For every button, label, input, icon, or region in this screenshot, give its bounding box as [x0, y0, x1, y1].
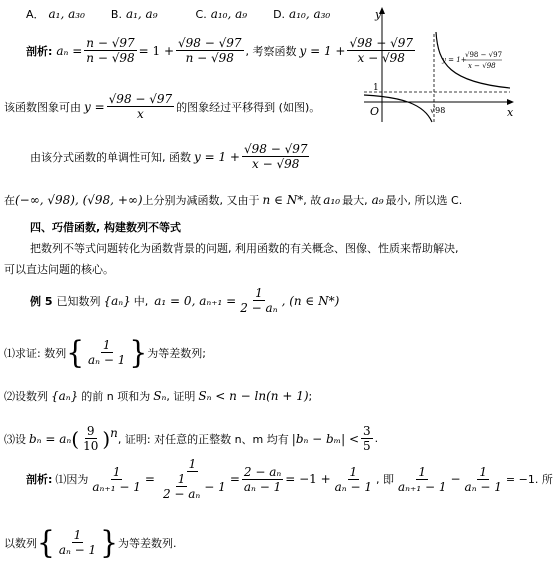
translation-line — [4, 92, 320, 121]
equals-minus-one-plus: = −1 + — [285, 472, 331, 486]
fraction-denominator: 5 — [363, 439, 371, 453]
fraction-numerator: 3 — [363, 424, 371, 438]
fraction-numerator: 9 — [86, 424, 95, 438]
example-mid-text: 中, — [133, 294, 149, 308]
fraction-numerator: 1 — [255, 286, 263, 300]
question-2-label: ⑵设数列 — [4, 390, 48, 403]
option-b-value: a₁, a₉ — [125, 7, 158, 21]
right-brace: } — [129, 333, 148, 371]
fraction — [81, 424, 100, 453]
question-2-mid-text-2: , 证明 — [166, 390, 196, 403]
n-in-naturals: n ∈ N* — [262, 193, 304, 207]
absolute-difference: |bₙ − bₘ| < — [291, 431, 360, 446]
consider-text: , 考察函数 — [245, 44, 297, 58]
partial-sum-symbol: Sₙ — [153, 389, 167, 403]
analysis-label: 剖析: — [26, 44, 53, 58]
fraction — [396, 465, 448, 494]
x-axis-label: x — [507, 106, 514, 119]
fraction-denominator: aₙ₊₁ − 1 — [92, 479, 141, 494]
options-row — [26, 6, 330, 22]
question-3-tail: . — [374, 432, 379, 445]
minus-sign: − — [450, 472, 461, 486]
complex-fraction — [157, 457, 228, 501]
section-heading: 四、巧借函数, 构建数列不等式 — [30, 221, 182, 234]
fraction-denominator: 2 − aₙ — [162, 487, 201, 501]
translation-pre-text: 该函数图象可由 — [4, 100, 81, 114]
fraction-denominator: 2 − aₙ — [240, 301, 278, 315]
equals-one-plus: = 1 + — [138, 43, 174, 58]
conclusion-line — [4, 523, 177, 561]
question-3-line — [4, 424, 378, 453]
fraction-denominator: n − √98 — [86, 51, 135, 65]
question-1-line — [4, 333, 206, 371]
sequence-symbol: {aₙ} — [103, 293, 131, 308]
fraction-numerator: 1 — [177, 472, 186, 486]
section-paragraph-line-2: 可以直达问题的核心。 — [4, 263, 114, 276]
option-c-value: a₁₀, a₉ — [210, 7, 248, 21]
fraction — [361, 424, 373, 453]
option-d-value: a₁₀, a₃₀ — [289, 7, 331, 21]
question-3-label: ⑶设 — [4, 432, 26, 446]
example-text: 已知数列 — [56, 294, 101, 308]
x-axis-arrow — [507, 99, 514, 105]
fraction — [242, 142, 310, 171]
analysis-2-pre-text: ⑴因为 — [55, 473, 89, 486]
fraction-numerator: 2 − aₙ — [243, 464, 282, 479]
fraction-numerator: √98 − √97 — [178, 36, 242, 50]
fraction-denominator: 10 — [83, 439, 99, 453]
fraction-denominator: aₙ₊₁ − 1 — [398, 479, 447, 494]
question-3-mid-text: , 证明: 对任意的正整数 n、m 均有 — [117, 432, 289, 446]
inner-fraction — [161, 472, 202, 501]
y-equals: y = 1 + — [194, 149, 240, 164]
fraction-denominator: aₙ − 1 — [88, 353, 126, 367]
interval-expression: (−∞, √98), (√98, +∞) — [15, 193, 143, 207]
fraction-numerator: 1 — [188, 457, 197, 471]
right-brace: } — [100, 523, 118, 561]
equals-sign: = — [229, 472, 240, 486]
option-d-label: D. — [273, 7, 286, 21]
a9-term: a₉ — [371, 193, 384, 207]
fraction-numerator: 1 — [112, 464, 121, 479]
question-1-tail: 为等差数列; — [147, 346, 206, 360]
fraction-denominator: aₙ − 1 — [243, 479, 282, 494]
translation-post-text: 的图象经过平移得到 (如图)。 — [176, 100, 321, 114]
origin-label: O — [370, 105, 380, 118]
right-paren: ) — [102, 426, 111, 451]
fraction-denominator — [157, 472, 228, 501]
sequence-symbol: {aₙ} — [51, 389, 79, 403]
option-b-label: B. — [110, 7, 122, 21]
analysis-2-mid-text: , 即 — [376, 473, 394, 486]
function-label-prefix: y = 1+ — [442, 56, 467, 64]
sqrt98-label: √98 — [430, 106, 446, 115]
left-brace: { — [37, 523, 55, 561]
fraction-numerator: 1 — [479, 464, 488, 479]
fraction — [90, 465, 142, 494]
fraction-numerator: √98 − √97 — [108, 92, 173, 106]
monotonic-pre-text: 由该分式函数的单调性可知, 函数 — [30, 150, 191, 164]
fraction-denominator: aₙ − 1 — [58, 543, 97, 557]
graph-svg — [362, 4, 522, 124]
fraction-denominator: x — [137, 107, 144, 121]
fraction-numerator: 1 — [418, 464, 427, 479]
fraction-numerator: 1 — [349, 464, 358, 479]
example-tail: , (n ∈ N*) — [281, 293, 340, 308]
analysis-2-line — [26, 457, 553, 501]
fraction-denominator: x − √98 — [357, 51, 405, 65]
fraction-numerator: n − √97 — [86, 36, 135, 50]
function-label-denominator: x − √98 — [468, 62, 496, 70]
a-n-lhs: aₙ = — [56, 43, 83, 58]
left-paren: ( — [71, 426, 80, 451]
analysis-label: 剖析: — [26, 473, 53, 486]
conclusion-pre-text: 以数列 — [4, 536, 37, 550]
monotonic-line — [30, 142, 311, 171]
interval-prefix: 在 — [4, 194, 15, 207]
example-label: 例 5 — [30, 294, 53, 308]
analysis-line-1 — [26, 36, 417, 65]
section-paragraph-line-1: 把数列不等式问题转化为函数背景的问题, 利用函数的有关概念、图像、性质来帮助解决, — [30, 242, 459, 255]
interval-line — [4, 192, 462, 208]
fraction-denominator: n − √98 — [185, 51, 234, 65]
conclusion-tail: 为等差数列. — [118, 536, 177, 550]
fraction — [84, 36, 136, 65]
interval-post-text-3: 最小, 所以选 C. — [385, 194, 463, 207]
inequality: Sₙ < n − ln(n + 1) — [198, 389, 309, 403]
y-axis-label: y — [375, 8, 382, 21]
fraction-denominator: aₙ − 1 — [334, 479, 372, 494]
fraction-denominator: aₙ − 1 — [464, 479, 502, 494]
function-graph — [362, 4, 522, 124]
interval-mid-text: 上分别为减函数, 又由于 — [142, 194, 260, 207]
left-brace: { — [66, 333, 85, 371]
fraction — [238, 286, 279, 315]
one-label: 1 — [373, 83, 379, 93]
fraction-denominator: x − √98 — [252, 157, 300, 171]
function-label-numerator: √98 − √97 — [465, 51, 503, 59]
equals-sign: = — [144, 472, 155, 486]
exponent: n — [110, 426, 118, 440]
fraction — [86, 338, 127, 367]
question-2-tail: ; — [308, 389, 313, 403]
fraction — [463, 465, 504, 494]
fraction — [176, 36, 244, 65]
analysis-2-result: = −1. 所 — [505, 473, 553, 486]
fraction — [57, 528, 98, 557]
option-a-label: A． — [26, 8, 45, 21]
fraction — [107, 92, 175, 121]
option-c-label: C. — [195, 7, 207, 21]
fraction-numerator: √98 − √97 — [243, 142, 308, 156]
y-equals: y = — [84, 99, 105, 114]
option-a-value: a₁, a₃₀ — [48, 7, 85, 21]
question-2-mid-text: 的前 n 项和为 — [81, 390, 151, 403]
y-equals: y = 1 + — [299, 43, 346, 58]
interval-post-text-1: , 故 — [303, 194, 322, 207]
fraction-numerator: √98 − √97 — [349, 36, 413, 50]
recurrence-condition: a₁ = 0, aₙ₊₁ = — [154, 293, 237, 308]
b-n-definition: bₙ = aₙ — [29, 431, 72, 446]
a10-term: a₁₀ — [323, 193, 341, 207]
fraction-numerator: 1 — [102, 338, 111, 352]
fraction — [242, 465, 283, 494]
minus-one: − 1 — [204, 479, 226, 494]
example-5-line — [30, 286, 339, 315]
fraction-numerator: 1 — [73, 528, 82, 542]
question-2-line — [4, 388, 312, 404]
fraction — [333, 465, 374, 494]
question-1-label: ⑴求证: 数列 — [4, 346, 67, 360]
interval-post-text-2: 最大, — [342, 194, 368, 207]
